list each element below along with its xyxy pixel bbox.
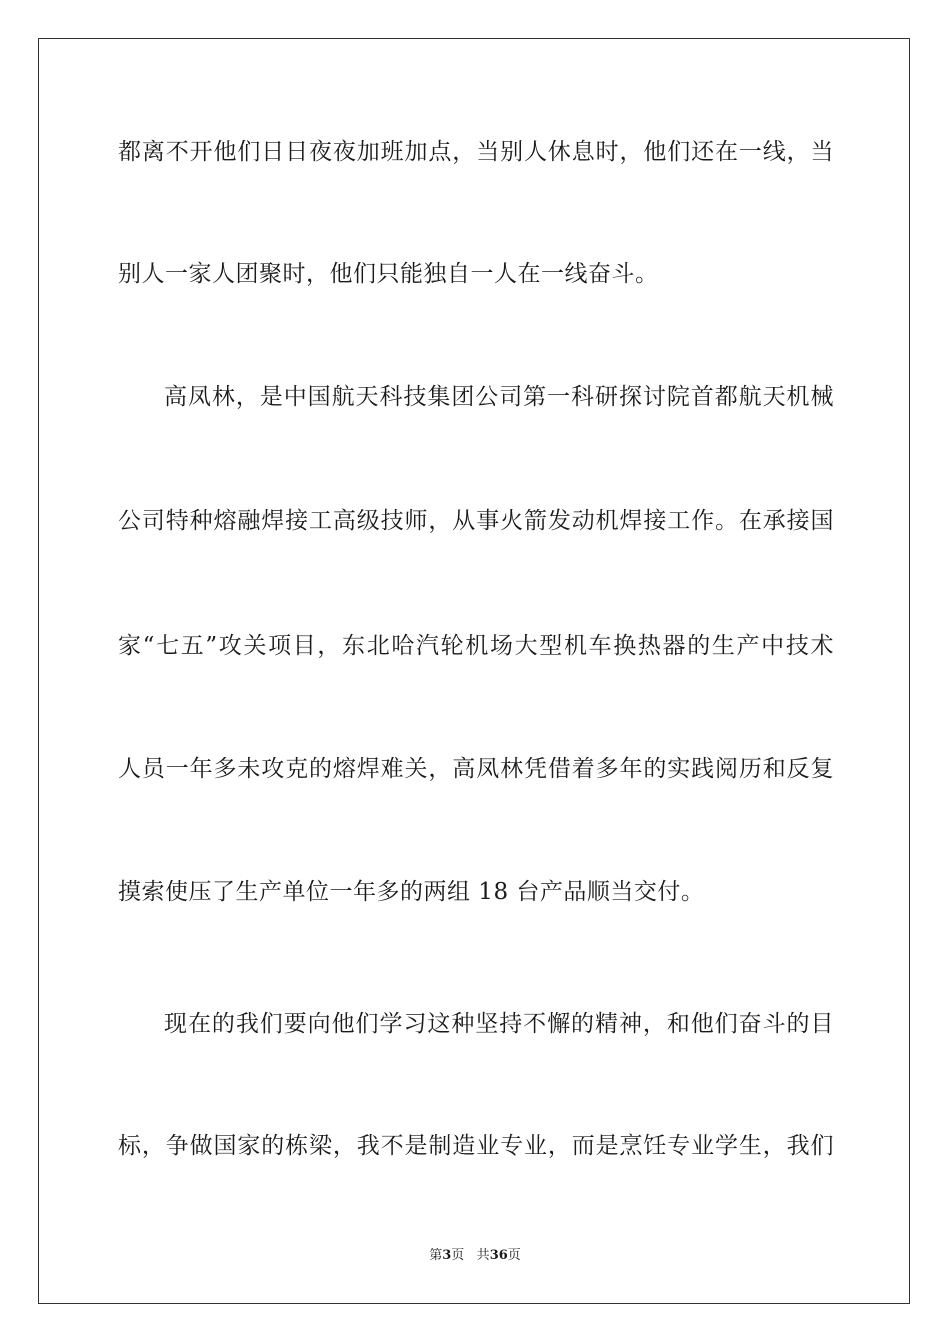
page-border — [38, 38, 910, 1304]
text-line-4: 公司特种熔融焊接工高级技师，从事火箭发动机焊接工作。在承接国 — [118, 508, 834, 534]
footer-total-prefix: 共 — [476, 1248, 490, 1263]
text-line-2: 别人一家人团聚时，他们只能独自一人在一线奋斗。 — [118, 261, 659, 287]
text-line-6: 人员一年多未攻克的熔焊难关，高凤林凭借着多年的实践阅历和反复 — [118, 756, 834, 782]
text-line-7: 摸索使压了生产单位一年多的两组 18 台产品顺当交付。 — [118, 879, 705, 905]
text-line-5: 家“七五”攻关项目，东北哈汽轮机场大型机车换热器的生产中技术 — [118, 633, 834, 659]
footer-page-prefix: 第 — [429, 1248, 443, 1263]
text-line-3: 高凤林，是中国航天科技集团公司第一科研探讨院首都航天机械 — [164, 384, 834, 410]
text-line-8: 现在的我们要向他们学习这种坚持不懈的精神，和他们奋斗的目 — [164, 1011, 834, 1037]
footer-page-suffix: 页 — [451, 1248, 465, 1263]
footer-total-pages: 36 — [489, 1248, 508, 1263]
text-line-9: 标，争做国家的栋梁，我不是制造业专业，而是烹饪专业学生，我们 — [118, 1133, 834, 1159]
text-line-1: 都离不开他们日日夜夜加班加点，当别人休息时，他们还在一线，当 — [118, 139, 834, 165]
page-footer — [0, 1247, 950, 1265]
footer-page-number: 3 — [442, 1248, 452, 1263]
footer-total-suffix: 页 — [507, 1248, 521, 1263]
